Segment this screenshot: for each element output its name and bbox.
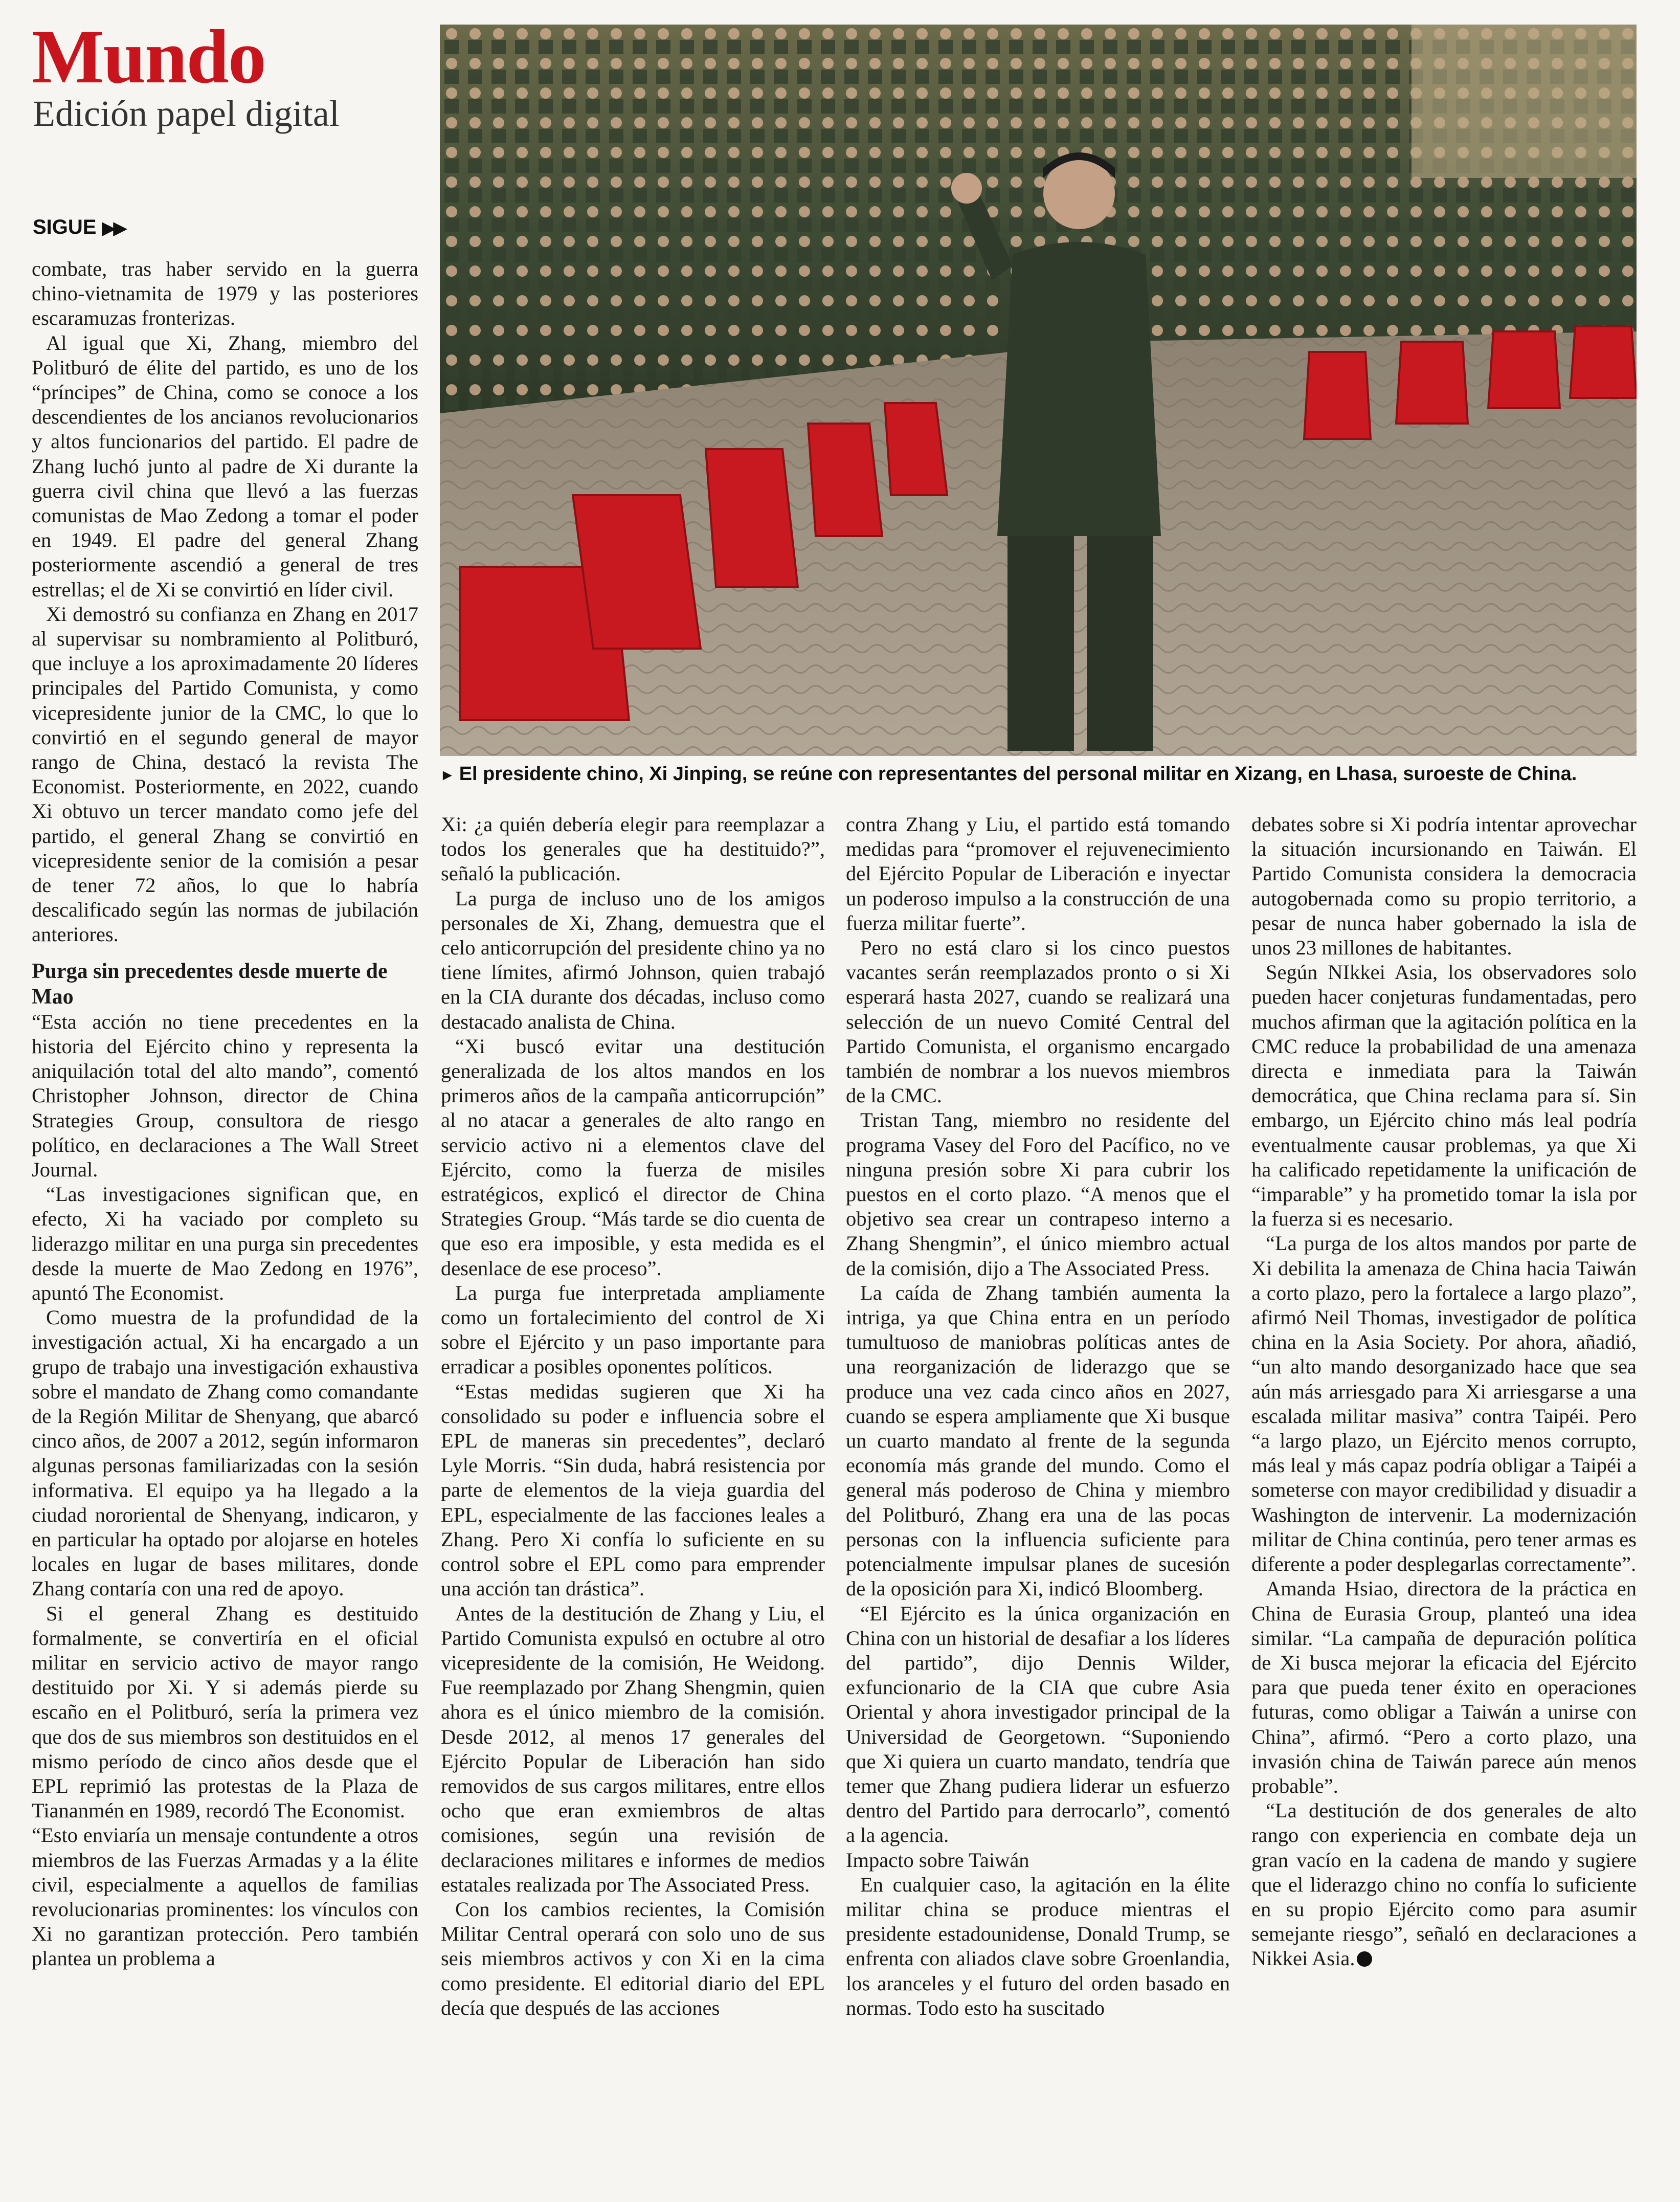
paragraph: Si el general Zhang es destituido formalmente, se convertiría en el oficial militar en servicio activo de mayor rango destituido por Xi. Y si además pierde su escaño en el Politburó, sería la primera vez que dos de sus miembros son destituidos en el mismo período de cinco años desde que el EPL reprimió las protestas de la Plaza de Tiananmén en 1989, recordó The Economist.: [32, 1602, 418, 1822]
paragraph: “El Ejército es la única organización en China con un historial de desafiar a los líderes del partido”, dijo Dennis Wilder, exfuncionario de la CIA que cubre Asia Oriental y ahora investigador principal de la Universidad de Georgetown. “Suponiendo que Xi quiera un cuarto mandato, tendría que temer que Zhang pudiera liderar un esfuerzo dentro del Partido para derrocarlo”, comentó a la agencia.: [846, 1602, 1230, 1847]
paragraph: Como muestra de la profundidad de la investigación actual, Xi ha encargado a un grupo de trabajo una investigación exhaustiva sobre el mandato de Zhang como comandante de la Región Militar de Shenyang, que abarcó cinco años, de 2007 a 2012, según informaron algunas personas familiarizadas con la sesión informativa. El equipo ya ha llegado a la ciudad nororiental de Shenyang, indicaron, y en particular ha optado por alojarse en hoteles locales en lugar de bases militares, donde Zhang contaría con una red de apoyo.: [32, 1306, 418, 1600]
paragraph-text: “La destitución de dos generales de alto rango con experiencia en combate deja un gran vacío en la cadena de mando y sugiere que el liderazgo chino no confía lo suficiente en su propio Ejército como para asumir semejante riesgo”, señaló en declaraciones a Nikkei Asia.: [1251, 1799, 1637, 1970]
photo-caption: [440, 761, 1637, 788]
paragraph: La purga fue interpretada ampliamente como un fortalecimiento del control de Xi sobre el Ejército y un paso importante para erradicar a posibles oponentes políticos.: [441, 1281, 825, 1378]
continue-label: SIGUE: [33, 216, 97, 238]
paragraph: combate, tras haber servido en la guerra chino-vietnamita de 1979 y las posteriores escaramuzas fronterizas.: [32, 257, 418, 330]
caption-text: El presidente chino, Xi Jinping, se reúne con representantes del personal militar en Xizang, en Lhasa, suroeste de China.: [459, 763, 1577, 785]
paragraph: “Las investigaciones significan que, en efecto, Xi ha vaciado por completo su liderazgo militar en una purga sin precedentes desde la muerte de Mao Zedong en 1976”, apuntó The Economist.: [32, 1183, 418, 1304]
news-photo: [440, 25, 1637, 756]
paragraph: Al igual que Xi, Zhang, miembro del Politburó de élite del partido, es uno de los “príncipes” de China, como se conoce a los descendientes de los ancianos revolucionarios y altos funcionarios del partido. El padre de Zhang luchó junto al padre de Xi durante la guerra civil china que llevó a las fuerzas comunistas de Mao Zedong a tomar el poder en 1949. El padre del general Zhang posteriormente ascendió a general de tres estrellas; el de Xi se convirtió en líder civil.: [32, 331, 418, 601]
subheading: Purga sin precedentes desde muerte de Mao: [32, 959, 388, 1009]
photo-illustration: [440, 25, 1637, 756]
paragraph: En cualquier caso, la agitación en la élite militar china se produce mientras el presidente estadounidense, Donald Trump, se enfrenta con aliados clave sobre Groenlandia, los aranceles y el futuro del orden basado en normas. Todo esto ha suscitado: [846, 1873, 1230, 2019]
paragraph: Xi: ¿a quién debería elegir para reemplazar a todos los generales que ha destituido?”, señaló la publicación.: [441, 813, 825, 885]
edition-label: Edición papel digital: [33, 93, 340, 134]
paragraph: Antes de la destitución de Zhang y Liu, el Partido Comunista expulsó en octubre al otro vicepresidente de la comisión, He Weidong. Fue reemplazado por Zhang Shengmin, quien ahora es el único miembro de la comisión. Desde 2012, al menos 17 generales del Ejército Popular de Liberación han sido removidos de sus cargos militares, entre ellos ocho que eran exmiembros de altas comisiones, según una revisión de declaraciones militares e informes de medios estatales realizada por The Associated Press.: [441, 1602, 825, 1896]
paragraph: Con los cambios recientes, la Comisión Militar Central operará con solo uno de sus seis miembros activos y con Xi en la cima como presidente. El editorial diario del EPL decía que después de las acciones: [441, 1897, 825, 2019]
paragraph: debates sobre si Xi podría intentar aprovechar la situación incursionando en Taiwán. El Partido Comunista considera la democracia autogobernada como su propio territorio, a pesar de nunca haber gobernado la isla de unos 23 millones de habitantes.: [1251, 813, 1637, 960]
paragraph: La caída de Zhang también aumenta la intriga, ya que China entra en un período tumultuoso de maniobras políticas antes de una reorganización de liderazgo que se produce una vez cada cinco años en 2027, cuando se espera ampliamente que Xi busque un cuarto mandato al frente de la segunda economía más grande del mundo. Como el general más poderoso de China y miembro del Politburó, Zhang era una de las pocas personas con la influencia suficiente para potencialmente impulsar planes de sucesión de la oposición para Xi, indicó Bloomberg.: [846, 1281, 1230, 1600]
paragraph: La purga de incluso uno de los amigos personales de Xi, Zhang, demuestra que el celo anticorrupción del presidente chino ya no tiene límites, afirmó Johnson, quien trabajó en la CIA durante dos décadas, incluso como destacado analista de China.: [441, 886, 825, 1033]
section-title: Mundo: [32, 14, 265, 99]
paragraph: Xi demostró su confianza en Zhang en 2017 al supervisar su nombramiento al Politburó, que incluye a los aproximadamente 20 líderes principales del Partido Comunista, y como vicepresidente junior de la CMC, lo que lo convirtió en el segundo general de mayor rango de China, destacó la revista The Economist. Posteriormente, en 2022, cuando Xi obtuvo un tercer mandato como jefe del partido, el general Zhang se convirtió en vicepresidente senior de la comisión a pesar de tener 72 años, lo que lo habría descalificado según las normas de jubilación anteriores.: [32, 602, 418, 946]
paragraph: “Xi buscó evitar una destitución generalizada de los altos mandos en los primeros años de la campaña anticorrupción” al no atacar a generales de alto rango en servicio activo ni a elementos clave del Ejército, como la fuerza de misiles estratégicos, explicó el director de China Strategies Group. “Más tarde se dio cuenta de que eso era imposible, y esta medida es el desenlace de ese proceso”.: [441, 1034, 825, 1280]
paragraph: contra Zhang y Liu, el partido está tomando medidas para “promover el rejuvenecimiento del Ejército Popular de Liberación e inyectar un poderoso impulso a la construcción de una fuerza militar fuerte”.: [846, 813, 1230, 935]
closing-paragraph: [1251, 1798, 1637, 1971]
paragraph: Según NIkkei Asia, los observadores solo pueden hacer conjeturas fundamentadas, pero muchos afirman que la agitación política en la CMC reduce la probabilidad de una amenaza directa e inmediata para la Taiwán democrática, que China reclama para sí. Sin embargo, un Ejército chino más leal podría eventualmente causar problemas, ya que Xi ha calificado repetidamente la unificación de “imparable” y ha prometido tomar la isla por la fuerza si es necesario.: [1251, 961, 1637, 1231]
paragraph: Pero no está claro si los cinco puestos vacantes serán reemplazados pronto o si Xi esperará hasta 2027, cuando se realizará una selección de un nuevo Comité Central del Partido Comunista, el organismo encargado también de nombrar a los nuevos miembros de la CMC.: [846, 936, 1230, 1107]
paragraph: “Esto enviaría un mensaje contundente a otros miembros de las Fuerzas Armadas y a la élite civil, especialmente a aquellos de familias revolucionarias prominentes: los vínculos con Xi no garantizan protección. Pero también plantea un problema a: [32, 1823, 418, 1970]
inline-subhead: Impacto sobre Taiwán: [846, 1848, 1029, 1872]
paragraph: Amanda Hsiao, directora de la práctica en China de Eurasia Group, planteó una idea similar. “La campaña de depuración política de Xi busca mejorar la eficacia del Ejército para que pueda tener éxito en operaciones futuras, como obligar a Taiwán a unirse con China”, afirmó. “Pero a corto plazo, una invasión china de Taiwán parece aún menos probable”.: [1251, 1577, 1637, 1797]
caption-marker-icon: ►: [440, 767, 455, 784]
paragraph: “La purga de los altos mandos por parte de Xi debilita la amenaza de China hacia Taiwán a corto plazo, pero la fortalece a largo plazo”, afirmó Neil Thomas, investigador de política china en la Asia Society. Por ahora, añadió, “un alto mando desorganizado hace que sea aún más arriesgado para Xi arriesgarse a una escalada militar masiva” contra Taipéi. Pero “a largo plazo, un Ejército menos corrupto, más leal y más capaz podría obligar a Taipéi a someterse con mayor credibilidad y disuadir a Washington de intervenir. La modernización militar de China continúa, pero tener armas es diferente a poder desplegarlas correctamente”.: [1251, 1232, 1637, 1576]
double-arrow-icon: ▶▶: [102, 218, 125, 238]
article-column-1: [32, 257, 418, 2185]
article-column-3: [846, 812, 1230, 2188]
paragraph: Tristan Tang, miembro no residente del programa Vasey del Foro del Pacífico, no ve ninguna presión sobre Xi para cubrir los puestos en el corto plazo. “A menos que el objetivo sea crear un contrapeso interno a Zhang Shengmin”, el único miembro actual de la comisión, dijo a The Associated Press.: [846, 1108, 1230, 1280]
paragraph: “Estas medidas sugieren que Xi ha consolidado su poder e influencia sobre el EPL de maneras sin precedentes”, declaró Lyle Morris. “Sin duda, habrá resistencia por parte de elementos de la vieja guardia del EPL, especialmente de las facciones leales a Zhang. Pero Xi confía lo suficiente en su control sobre el EPL como para emprender una acción tan drástica”.: [441, 1380, 825, 1600]
paragraph: “Esta acción no tiene precedentes en la historia del Ejército chino y representa la aniquilación total del alto mando”, comentó Christopher Johnson, director de China Strategies Group, consultora de riesgo político, en declaraciones a The Wall Street Journal.: [32, 1010, 418, 1181]
end-of-article-icon: [1357, 1951, 1372, 1967]
article-column-2: [441, 812, 825, 2188]
article-column-4: [1251, 812, 1637, 2188]
continue-marker: [33, 215, 125, 240]
